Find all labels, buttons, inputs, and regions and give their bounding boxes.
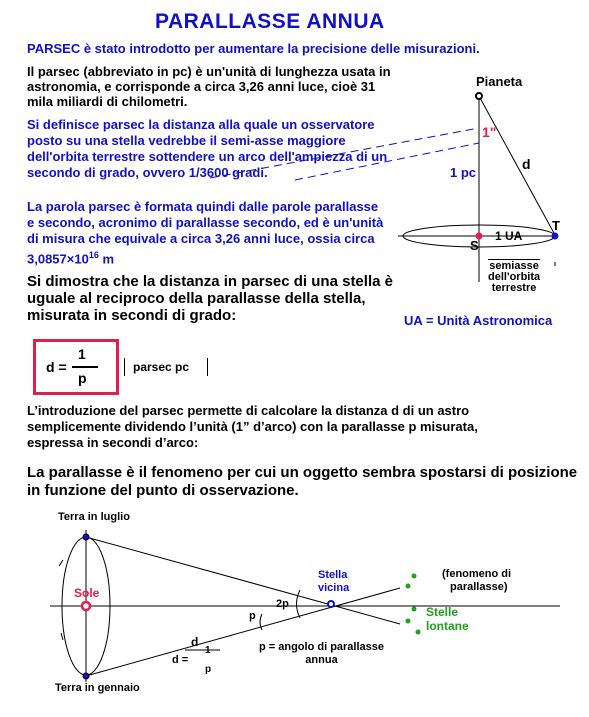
earth-july-marker xyxy=(83,534,89,540)
reciprocal-statement: Si dimostra che la distanza in parsec di una stella è uguale al reciproco della parallasse della stella, misurata in secondi di grado: xyxy=(27,273,393,324)
top-parallax-diagram xyxy=(210,93,559,282)
formula-lhs: d = xyxy=(46,359,67,375)
label-stella-vicina: Stella vicina xyxy=(318,569,350,594)
label-terra-gennaio: Terra in gennaio xyxy=(55,682,140,694)
formula-denominator: p xyxy=(78,370,87,386)
parsec-etymology-text: La parola parsec è formata quindi dalle parole parallasse e secondo, acronimo di parallasse secondo, ed è un'unità di misura che equivale a circa 3,26 anni luce, ossia circa $3,0857\times 10^{16}$ m xyxy=(27,199,384,267)
label-one-ua: 1 UA xyxy=(495,229,523,243)
intro-text: PARSEC è stato introdotto per aumentare la precisione delle misurazioni. xyxy=(27,41,480,56)
near-star-marker xyxy=(328,601,334,607)
label-pianeta: Pianeta xyxy=(476,74,523,89)
small-formula-den: p xyxy=(205,664,212,675)
distance-explanation: L’introduzione del parsec permette di calcolare la distanza d di un astro semplicemente dividendo l’unità (1” d’arco) con la parallasse p misurata, espressa in secondi d’arco: xyxy=(27,403,478,450)
planet-marker xyxy=(476,93,482,99)
label-one-pc: 1 pc xyxy=(450,165,477,180)
far-star-3 xyxy=(412,607,417,612)
formula-units: parsec pc xyxy=(133,360,190,374)
label-T: T xyxy=(552,218,560,233)
far-star-5 xyxy=(416,630,421,635)
label-terra-luglio: Terra in luglio xyxy=(58,511,130,523)
parsec-geometric-definition: Si definisce parsec la distanza alla quale un osservatore posto su una stella vedrebbe il semi-asse maggiore dell'orbita terrestre sottendere un arco dell'ampiezza di un secondo di grado, ovvero 1/3600 gradi. xyxy=(27,117,388,180)
sight-line-july xyxy=(86,537,400,624)
page-title: PARALLASSE ANNUA xyxy=(155,10,385,33)
label-fenomeno: (fenomeno di parallasse) xyxy=(442,568,512,593)
far-star-1 xyxy=(412,574,417,579)
orbit-arrow xyxy=(61,633,63,640)
label-stelle-lontane: Stelle lontane xyxy=(426,605,469,633)
label-S: S xyxy=(470,238,479,253)
formula-numerator: 1 xyxy=(78,346,86,362)
sun-marker xyxy=(82,602,90,610)
earth-marker-T xyxy=(552,233,559,240)
distance-line-d xyxy=(479,96,555,235)
label-sole: Sole xyxy=(74,586,100,600)
earth-january-marker xyxy=(83,673,89,679)
label-d-bottom: d xyxy=(191,635,199,649)
parsec-definition-text: Il parsec (abbreviato in pc) è un'unità di lunghezza usata in astronomia, e corrisponde a circa 3,26 anni luce, cioè 31 mila miliardi di chilometri. xyxy=(27,64,391,109)
pointer-arcsec xyxy=(210,128,479,178)
label-semiasse: semiasse dell'orbita terrestre xyxy=(488,260,541,294)
small-formula-num: 1 xyxy=(205,645,211,656)
small-formula-lhs: d = xyxy=(172,654,189,666)
label-one-arcsec: 1" xyxy=(482,124,497,140)
parallax-phenomenon-text: La parallasse è il fenomeno per cui un oggetto sembra spostarsi di posizione in funzione del punto di osservazione. xyxy=(27,464,578,499)
label-p: p xyxy=(249,610,256,622)
label-p-definition: p = angolo di parallasse annua xyxy=(259,641,385,666)
angle-arc-2p xyxy=(297,590,301,618)
far-star-4 xyxy=(406,619,411,624)
label-2p: 2p xyxy=(276,598,289,610)
ua-definition: UA = Unità Astronomica xyxy=(404,313,553,328)
label-d-top: d xyxy=(522,156,531,172)
far-star-2 xyxy=(406,584,411,589)
